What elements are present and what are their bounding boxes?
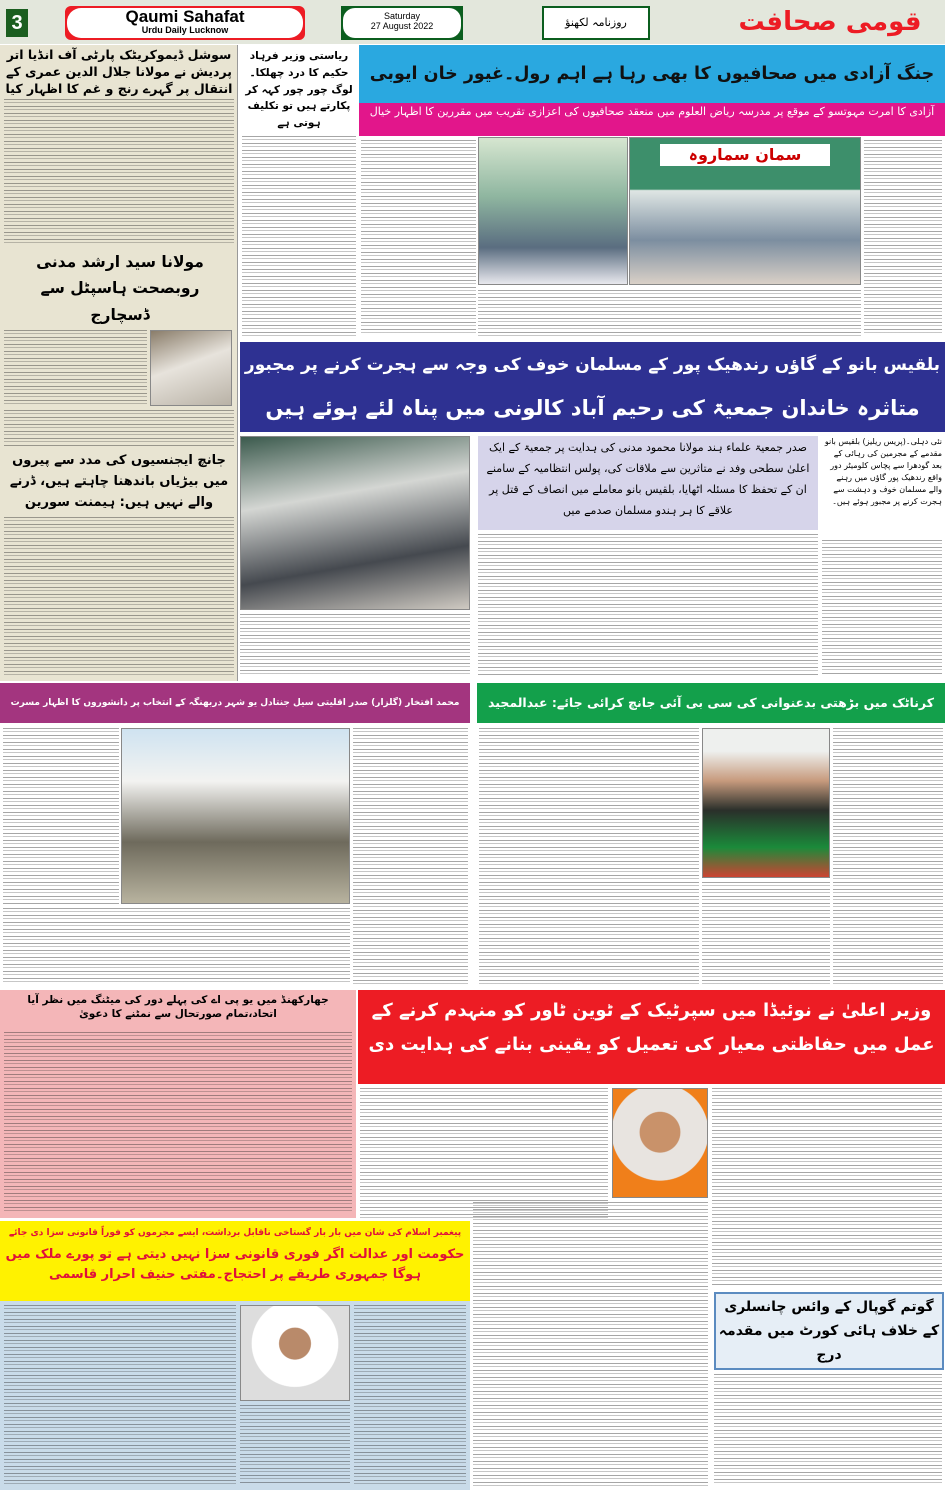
bilkis-banner bbox=[240, 342, 945, 432]
journalists-body-2 bbox=[478, 290, 861, 336]
hakim-headline: ریاستی وزیر فرہاد حکیم کا درد چھلکا۔لوگ چور چور کہہ کر پکارتے ہیں تو تکلیف ہوتی ہے bbox=[245, 50, 353, 130]
paper-name-en: Qaumi Sahafat bbox=[125, 7, 245, 26]
karnataka-body-2 bbox=[702, 882, 830, 984]
darbhanga-photo bbox=[121, 728, 350, 904]
bilkis-body-1 bbox=[478, 534, 818, 676]
madni-photo bbox=[150, 330, 232, 406]
jharkhand-headline: جھارکھنڈ میں یو پی اے کی پہلے دور کی میٹنگ میں نظر آیا اتحاد،تمام صورتحال سے نمٹنے کا دعویٰ bbox=[27, 994, 329, 1021]
gautam-headline: گوتم گوپال کے وائس چانسلری کے خلاف ہائی کورٹ میں مقدمہ درج bbox=[714, 1292, 944, 1370]
madni-body-1 bbox=[4, 330, 147, 406]
bilkis-headline-1: بلقیس بانو کے گاؤں رندھیک پور کے مسلمان خوف کی وجہ سے ہجرت کرنے پر مجبور bbox=[244, 355, 941, 375]
journalists-subheadline: آزادی کا امرت مہوتسو کے موقع پر مدرسہ ریاض العلوم میں منعقد صحافیوں کی اعزازی تقریب میں مقررین کا اظہار خیال bbox=[359, 103, 945, 136]
sdpi-body bbox=[4, 99, 234, 245]
roznama-box bbox=[542, 6, 650, 40]
ceremony-photo-2 bbox=[629, 137, 861, 285]
sdpi-headline: سوشل ڈیموکریٹک پارٹی آف انڈیا اتر پردیش نے مولانا جلال الدین عمری کے انتقال پر گہرے رنج و غم کا اظہار کیا bbox=[5, 47, 233, 96]
prophet-body-2 bbox=[240, 1405, 350, 1485]
date: 27 August 2022 bbox=[370, 21, 434, 31]
noida-headline: وزیر اعلیٰ نے نوئیڈا میں سپرٹیک کے ٹوین ٹاور کو منہدم کرنے کے عمل میں حفاظتی معیار کی تعمیل کو یقینی بنانے کی ہدایت دی bbox=[358, 990, 945, 1084]
paper-name-ur: قومی صحافت bbox=[738, 7, 922, 37]
karnataka-headline: کرناٹک میں بڑھتی بدعنوانی کی سی بی آئی جانچ کرائی جائے: عبدالمجید bbox=[477, 683, 945, 723]
journalists-headline: جنگ آزادی میں صحافیوں کا بھی رہا ہے اہم رول۔غیور خان ایوبی bbox=[359, 45, 945, 103]
english-nameplate bbox=[65, 6, 305, 40]
bilkis-headline-2: متاثرہ خاندان جمعیۃ کی رحیم آباد کالونی میں پناہ لئے ہوئے ہیں bbox=[265, 396, 920, 420]
journalists-body-3 bbox=[864, 140, 942, 336]
masthead bbox=[0, 0, 945, 44]
date-box bbox=[341, 6, 463, 40]
hakim-body bbox=[242, 136, 356, 337]
bilkis-lede: نئی دہلی۔(پریس ریلیز) بلقیس بانو مقدمے کے مجرمین کی رہائی کے بعد گودھرا سے پچاس کلومیٹر دور واقع رندھیک پور گاؤں میں رہنے والے مسلمان خوف و دہشت سے ہجرت کرنے پر مجبور ہوئے ہیں۔ bbox=[824, 437, 942, 506]
prophet-box bbox=[0, 1221, 470, 1301]
bilkis-photo bbox=[240, 436, 470, 610]
yogi-photo bbox=[612, 1088, 708, 1198]
darbhanga-headline: محمد افتخار (گلزار) صدر اقلیتی سیل جنتادل یو شہر دربھنگہ کے انتخاب پر دانشوروں کا اظہار مسرت bbox=[0, 683, 470, 723]
journalists-body-1 bbox=[361, 140, 476, 336]
prophet-body-1 bbox=[4, 1305, 236, 1485]
prophet-line-1: پیغمبر اسلام کی شان میں بار بار گستاخی ناقابل برداشت، ایسے مجرموں کو فوراً قانونی سزا دی جائے bbox=[8, 1228, 462, 1238]
noida-body-1 bbox=[360, 1088, 608, 1218]
bilkis-body-2 bbox=[822, 540, 942, 676]
bilkis-caption bbox=[240, 614, 470, 676]
prophet-body-area bbox=[0, 1301, 470, 1490]
tagline: Urdu Daily Lucknow bbox=[141, 25, 229, 35]
ceremony-banner-text: سمان سماروہ bbox=[660, 144, 830, 166]
prophet-line-2: حکومت اور عدالت اگر فوری قانونی سزا نہیں دیتی ہے تو پورے ملک میں ہوگا جمہوری طریقے پر احتجاج۔مفتی حنیف احرار قاسمی bbox=[5, 1247, 465, 1283]
noida-body-3 bbox=[473, 1202, 708, 1486]
noida-body-2 bbox=[712, 1088, 942, 1286]
bilkis-box: صدر جمعیۃ علماء ہند مولانا محمود مدنی کی ہدایت پر جمعیۃ کے ایک اعلیٰ سطحی وفد نے متاثرین سے ملاقات کی، پولس انتظامیہ کے سامنے ان کے تحفظ کا مسئلہ اٹھایا، بلقیس بانو معاملے میں انصاف کے قتل پر علاقے کا ہر ہندو مسلمان صدمے میں bbox=[478, 436, 818, 530]
karnataka-body-3 bbox=[833, 728, 943, 984]
prophet-body-3 bbox=[354, 1305, 466, 1485]
darbhanga-body-3 bbox=[3, 908, 350, 984]
left-column bbox=[0, 45, 238, 681]
madni-headline: مولانا سید ارشد مدنی روبصحت ہاسپٹل سے ڈسچارج bbox=[36, 253, 204, 324]
soren-body bbox=[4, 517, 234, 675]
roznama-label: روزنامہ لکھنؤ bbox=[544, 8, 648, 38]
karnataka-body-1 bbox=[479, 728, 699, 984]
gautam-body bbox=[714, 1374, 942, 1486]
jharkhand-box bbox=[0, 990, 356, 1218]
darbhanga-body-2 bbox=[353, 728, 468, 984]
darbhanga-body-1 bbox=[3, 728, 119, 904]
soren-headline: جانچ ایجنسیوں کی مدد سے پیروں میں بیڑیاں باندھنا چاہتے ہیں، ڈرنے والے نہیں ہیں: ہیمنت سورین bbox=[9, 453, 229, 510]
madni-body-2 bbox=[4, 410, 234, 448]
day: Saturday bbox=[383, 11, 421, 21]
qasmi-photo bbox=[240, 1305, 350, 1401]
jharkhand-body bbox=[4, 1032, 352, 1214]
ceremony-photo-1 bbox=[478, 137, 628, 285]
page-number: 3 bbox=[6, 9, 28, 37]
majeed-photo bbox=[702, 728, 830, 878]
